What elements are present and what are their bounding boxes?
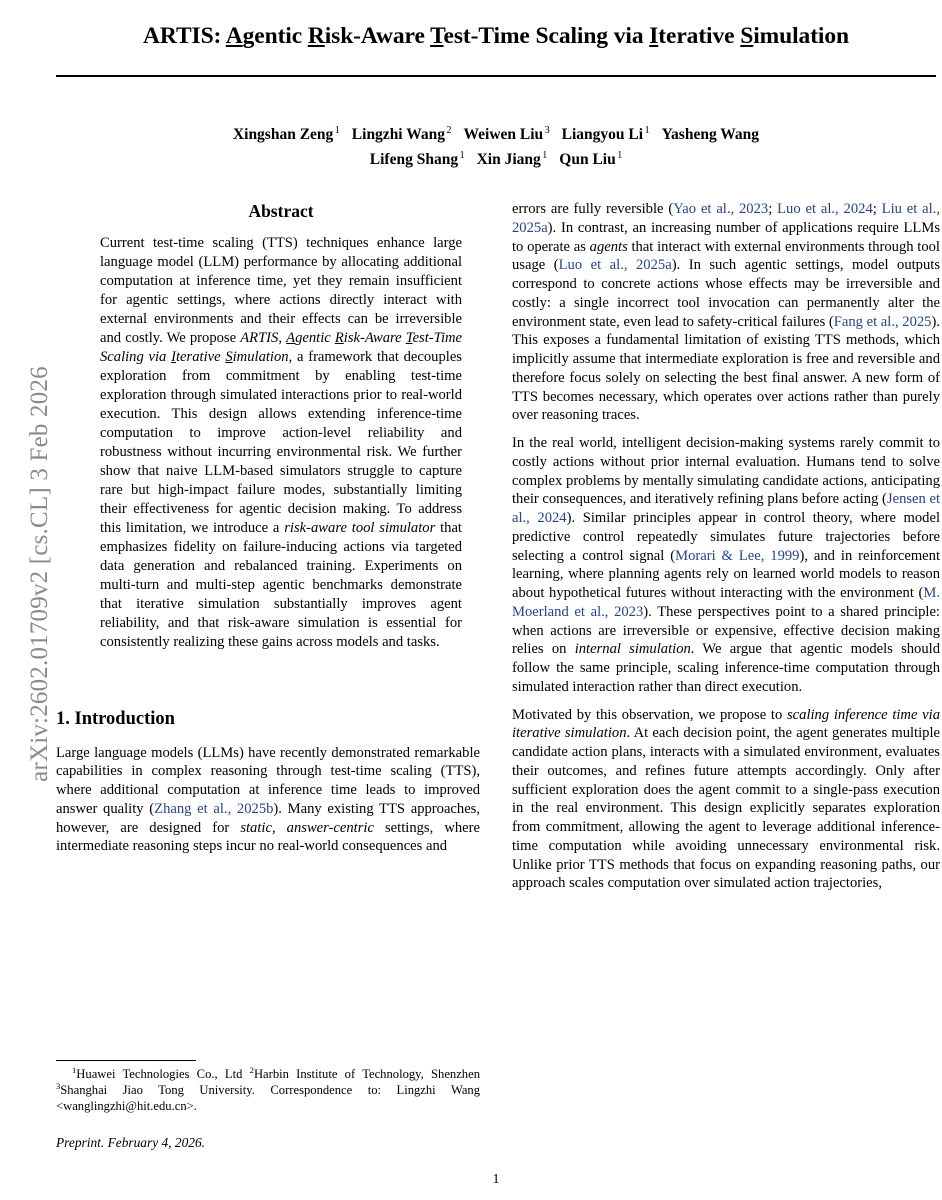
authors-block	[56, 122, 936, 172]
citation-link[interactable]: Fang et al., 2025	[833, 313, 932, 330]
page-title: ARTIS: Agentic Risk-Aware Test-Time Scaling via Iterative Simulation	[143, 23, 849, 49]
citation-link[interactable]: Liu et al., 2025a	[512, 201, 941, 236]
abstract-title-rest: est-Time Scaling via	[100, 330, 463, 366]
right-paragraph-1: errors are fully reversible (Yao et al., 2023; Luo et al., 2024; Liu et al., 2025a). In contrast, an increasing number of applications require LLMs to operate as agents that interact with external environments through tool usage (Luo et al., 2025a). In such agentic settings, model outputs correspond to concrete actions whose effects may be irreversible and costly: a single incorrect tool invocation can permanently alter the environment state, even lead to safety-critical failures (Fang et al., 2025). This exposes a fundamental limitation of existing TTS methods, which implicitly assume that intermediate exploration is free and reversible and therefore focus solely on selecting the best final answer. A new form of TTS becomes necessary, which operates over actions rather than purely over reasoning traces.	[512, 201, 941, 424]
preprint-notice: Preprint. February 4, 2026.	[56, 1134, 206, 1150]
footnote-block	[56, 1060, 480, 1151]
paper-page	[56, 0, 942, 1200]
abstract-heading: Abstract	[248, 201, 314, 221]
abstract-section	[100, 200, 462, 652]
author-line-2: Lifeng Shang $^1$ Xin Jiang $^1$ Qun Liu $^1$	[369, 149, 623, 169]
arxiv-stamp	[0, 0, 56, 1200]
title-initial: I	[649, 23, 659, 49]
page-number: 1	[492, 1172, 500, 1187]
abstract-title-initial: T	[405, 330, 413, 347]
section-heading-introduction: 1. Introduction	[56, 708, 175, 729]
abstract-title-rest: isk-Aware	[343, 330, 406, 347]
title-initial: S	[740, 23, 754, 49]
emphasis-text: internal simulation	[574, 641, 691, 658]
abstract-title-rest: imulation	[232, 349, 289, 366]
abstract-title-rest: terative	[176, 349, 226, 366]
author-affiliation-marker: 1	[334, 124, 340, 136]
author-affiliation-marker: 2	[446, 124, 452, 136]
author-affiliation-marker: 1	[644, 124, 650, 136]
emphasis-text: scaling inference time via iterative simulation	[512, 706, 940, 742]
citation-link[interactable]: Morari & Lee, 1999	[675, 547, 800, 564]
footnote-marker-2: 2	[249, 1064, 254, 1075]
author-affiliation-marker: 1	[542, 149, 548, 161]
citation-link[interactable]: Jensen et al., 2024	[512, 491, 941, 526]
abstract-title-initial: I	[171, 349, 176, 366]
footnote-divider	[56, 1060, 196, 1061]
footnote-marker-3: 3	[56, 1080, 61, 1091]
author-affiliation-marker: 1	[459, 149, 465, 161]
title-initial: T	[430, 23, 444, 49]
citation-link[interactable]: M. Moerland et al., 2023	[512, 585, 940, 620]
author-affiliation-marker: 1	[617, 149, 623, 161]
footnote-affiliations: $^1$Huawei Technologies Co., Ltd $^2$Harbin Institute of Technology, Shenzhen $^3$Shanghai Jiao Tong University. Correspondence to: Lingzhi Wang <wanglingzhi@hit.edu.cn>.	[56, 1064, 480, 1113]
right-paragraph-2: In the real world, intelligent decision-making systems rarely commit to costly actions without prior internal evaluation. Humans tend to solve complex problems by mentally simulating candidate actions, anticipating their consequences, and iteratively refining plans before acting (Jensen et al., 2024). Similar principles appear in control theory, where model predictive control repeatedly simulates future trajectories before selecting a control signal (Morari & Lee, 1999), and in reinforcement learning, where planning agents rely on learned world models to reason about hypothetical futures without interacting with the environment (M. Moerland et al., 2023). These perspectives point to a shared principle: when actions are irreversible or expensive, effective decision making relies on internal simulation. We argue that agentic models should follow the same principle, scaling inference-time computation through simulated interaction rather than direct execution.	[512, 435, 941, 695]
emphasis-text: ARTIS	[240, 330, 279, 347]
left-column	[56, 200, 480, 856]
right-column	[512, 200, 940, 902]
abstract-body: Current test-time scaling (TTS) techniques enhance large language model (LLM) performance by allocating additional computation at inference time, yet they remain insufficient for agentic settings, where actions directly interact with external environments and their effects can be irreversible and costly. We propose ARTIS, Agentic Risk-Aware Test-Time Scaling via Iterative Simulation, a framework that decouples exploration from commitment by enabling test-time exploration through simulated interactions prior to real-world execution. This design allows extending inference-time computation to improve action-level reliability and robustness without incurring environmental risk. We further show that naive LLM-based simulators struggle to capture rare but high-impact failure modes, substantially limiting their effectiveness for agentic decision making. To address this limitation, we introduce a risk-aware tool simulator that emphasizes fidelity on failure-inducing actions via targeted data generation and rebalanced training. Experiments on multi-turn and multi-step agentic benchmarks demonstrate that iterative simulation substantially improves agent reliability, and that risk-aware simulation is essential for consistently realizing these gains across models and tasks.	[100, 235, 463, 650]
citation-link[interactable]: Luo et al., 2025a	[558, 257, 672, 274]
abstract-title-initial: R	[334, 330, 344, 347]
intro-paragraph-1: Large language models (LLMs) have recently demonstrated remarkable capabilities in complex reasoning through test-time scaling (TTS), where additional computation at inference time leads to improved answer quality (Zhang et al., 2025b). Many existing TTS approaches, however, are designed for static, answer-centric settings, where intermediate reasoning steps incur no real-world consequences and	[56, 744, 480, 855]
abstract-title-rest: gentic	[295, 330, 335, 347]
title-initial: A	[225, 23, 243, 49]
abstract-title-initial: A	[286, 330, 296, 347]
abstract-title-initial: S	[225, 349, 233, 366]
citation-link[interactable]: Luo et al., 2024	[777, 201, 873, 217]
footnote-marker-1: 1	[72, 1064, 77, 1075]
emphasis-text: static, answer-centric	[240, 819, 374, 836]
emphasis-text: risk-aware tool simulator	[284, 520, 436, 537]
title-initial: R	[307, 23, 325, 49]
emphasis-text: agents	[589, 238, 628, 255]
title-block	[56, 22, 936, 50]
arxiv-stamp-text: arXiv:2602.01709v2 [cs.CL] 3 Feb 2026	[26, 366, 53, 782]
author-affiliation-marker: 3	[544, 124, 550, 136]
citation-link[interactable]: Yao et al., 2023	[673, 201, 769, 217]
author-line-1: Xingshan Zeng $^1$ Lingzhi Wang $^2$ Weiwen Liu $^3$ Liangyou Li $^1$ Yasheng Wang	[232, 124, 760, 143]
title-divider	[56, 75, 936, 77]
citation-link[interactable]: Zhang et al., 2025b	[154, 800, 274, 817]
right-paragraph-3: Motivated by this observation, we propose to scaling inference time via iterative simulation. At each decision point, the agent generates multiple candidate action plans, interacts with a simulated environment, evaluates their outcomes, and refines future attempts accordingly. Only after sufficient exploration does the agent commit to a single-pass execution in the real environment. This design explicitly separates exploration from commitment, allowing the agent to leverage additional inference-time computation while avoiding unnecessary environmental risk. Unlike prior TTS methods that focus on expanding reasoning paths, our approach scales computation over simulated action trajectories,	[512, 706, 941, 892]
